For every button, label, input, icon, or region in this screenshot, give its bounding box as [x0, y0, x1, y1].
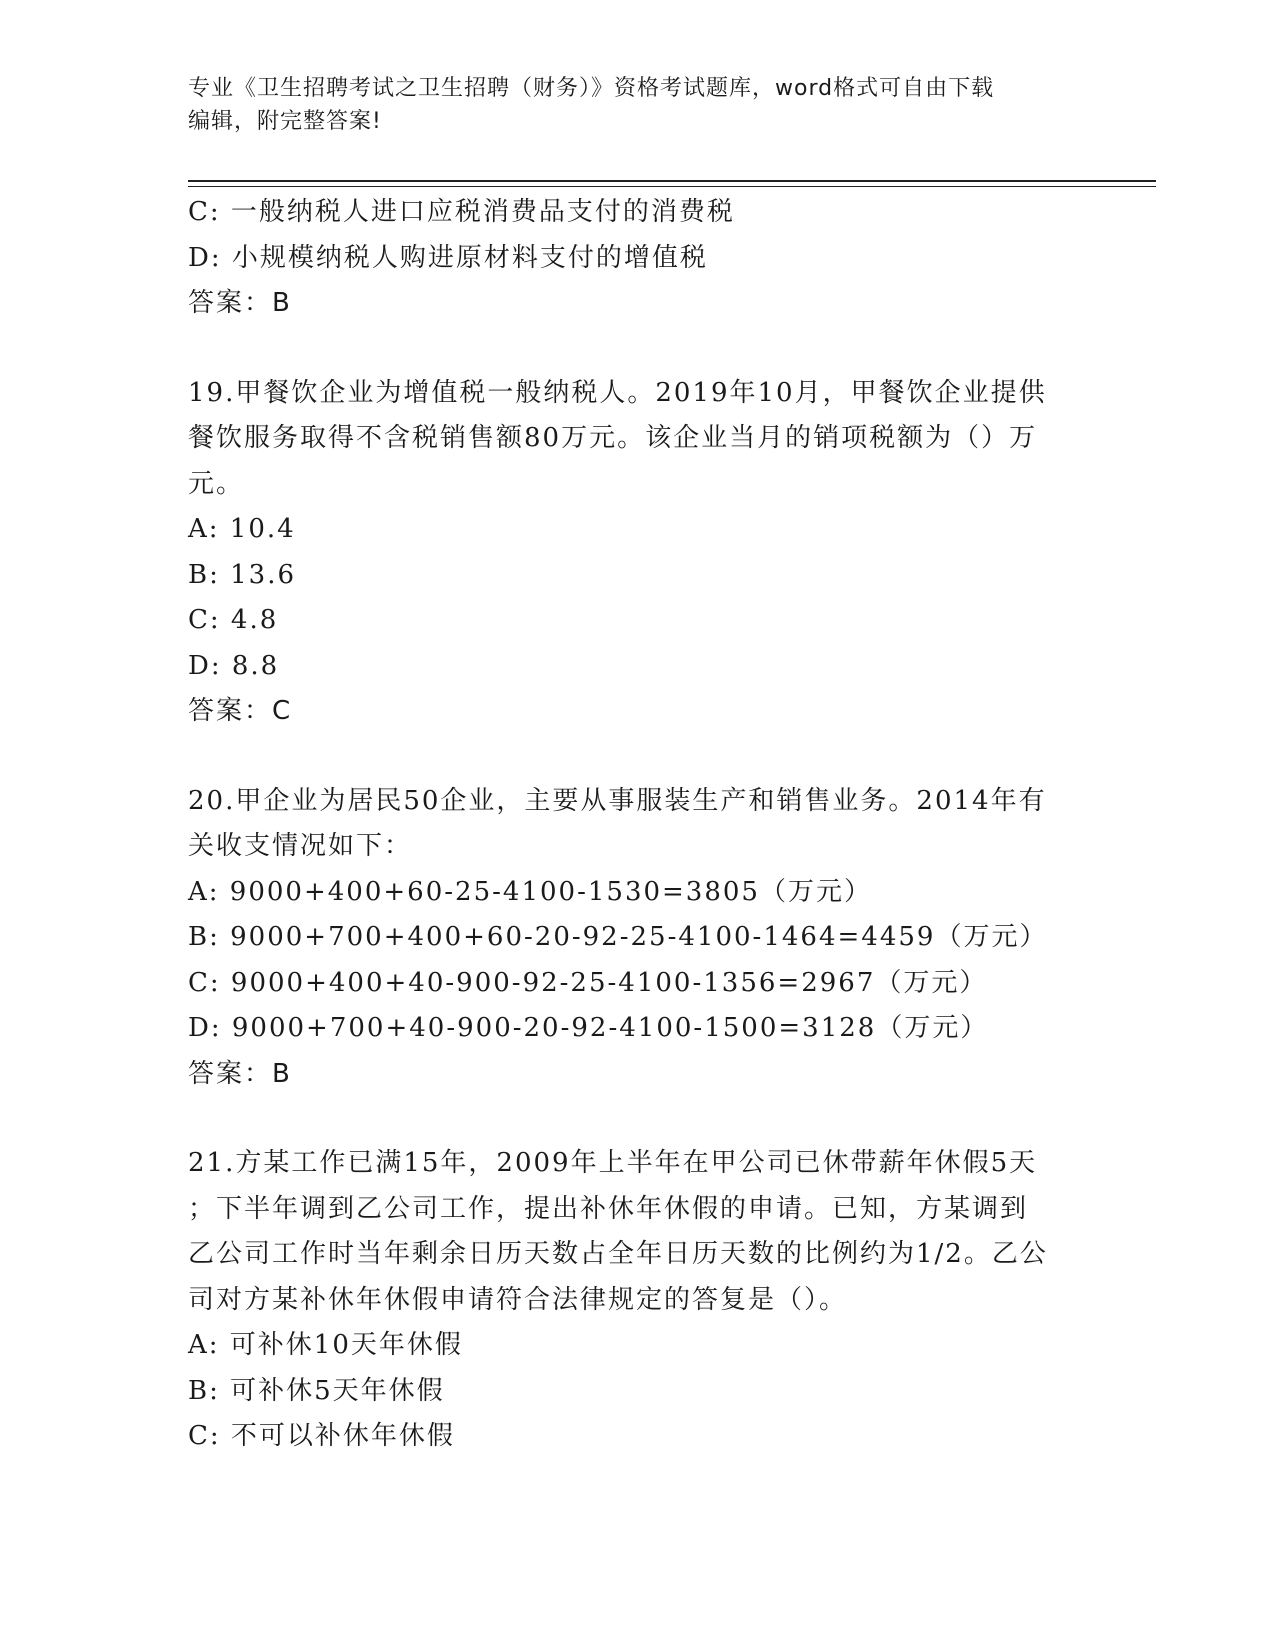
option-a: A: 可补休10天年休假 [188, 1330, 463, 1360]
option-d: D: 8.8 [188, 650, 280, 681]
question-stem-line: 21.方某工作已满15年，2009年上半年在甲公司已休带薪年休假5天 [188, 1148, 1038, 1178]
question-stem-line: 关收支情况如下： [188, 831, 413, 861]
question-spacer [188, 327, 1088, 371]
header-line-2: 编辑，附完整答案! [188, 109, 382, 134]
question-20 [188, 779, 1088, 1098]
option-c: C: 一般纳税人进口应税消费品支付的消费税 [188, 197, 735, 227]
answer-line: 答案：B [188, 288, 292, 318]
answer-line: 答案：C [188, 696, 293, 726]
option-a: A: 10.4 [188, 514, 296, 544]
previous-question-tail [188, 190, 1088, 327]
question-stem-line: 20.甲企业为居民50企业，主要从事服装生产和销售业务。2014年有 [188, 785, 1047, 816]
header-divider-thick [188, 180, 1156, 182]
option-b: B: 13.6 [188, 559, 297, 590]
header-line-1: 专业《卫生招聘考试之卫生招聘（财务）》资格考试题库，word格式可自由下载 [188, 76, 995, 101]
question-spacer [188, 1097, 1088, 1141]
question-spacer [188, 735, 1088, 779]
question-stem-line: 司对方某补休年休假申请符合法律规定的答复是（）。 [188, 1284, 848, 1315]
question-content [188, 190, 1088, 1460]
option-c: C: 不可以补休年休假 [188, 1421, 455, 1451]
option-d: D: 小规模纳税人购进原材料支付的增值税 [188, 242, 708, 273]
header-divider-thin [188, 186, 1156, 187]
question-stem-line: ；下半年调到乙公司工作，提出补休年休假的申请。已知，方某调到 [188, 1193, 1029, 1224]
option-d: D: 9000+700+40-900-20-92-4100-1500=3128（万元） [188, 1013, 989, 1043]
question-stem-line: 餐饮服务取得不含税销售额80万元。该企业当月的销项税额为（）万 [188, 423, 1038, 453]
question-stem-line: 19.甲餐饮企业为增值税一般纳税人。2019年10月，甲餐饮企业提供 [188, 377, 1047, 408]
option-c: C: 9000+400+40-900-92-25-4100-1356=2967（万元） [188, 967, 988, 998]
question-21 [188, 1141, 1088, 1460]
question-stem-line: 乙公司工作时当年剩余日历天数占全年日历天数的比例约为1/2。乙公 [188, 1239, 1048, 1269]
question-19 [188, 371, 1088, 735]
question-stem-line: 元。 [188, 468, 245, 499]
option-a: A: 9000+400+60-25-4100-1530=3805（万元） [188, 876, 872, 907]
option-c: C: 4.8 [188, 605, 279, 635]
option-b: B: 可补休5天年休假 [188, 1375, 445, 1406]
option-b: B: 9000+700+400+60-20-92-25-4100-1464=4459（万元） [188, 922, 1048, 952]
page-header [188, 72, 1088, 138]
answer-line: 答案：B [188, 1058, 292, 1089]
